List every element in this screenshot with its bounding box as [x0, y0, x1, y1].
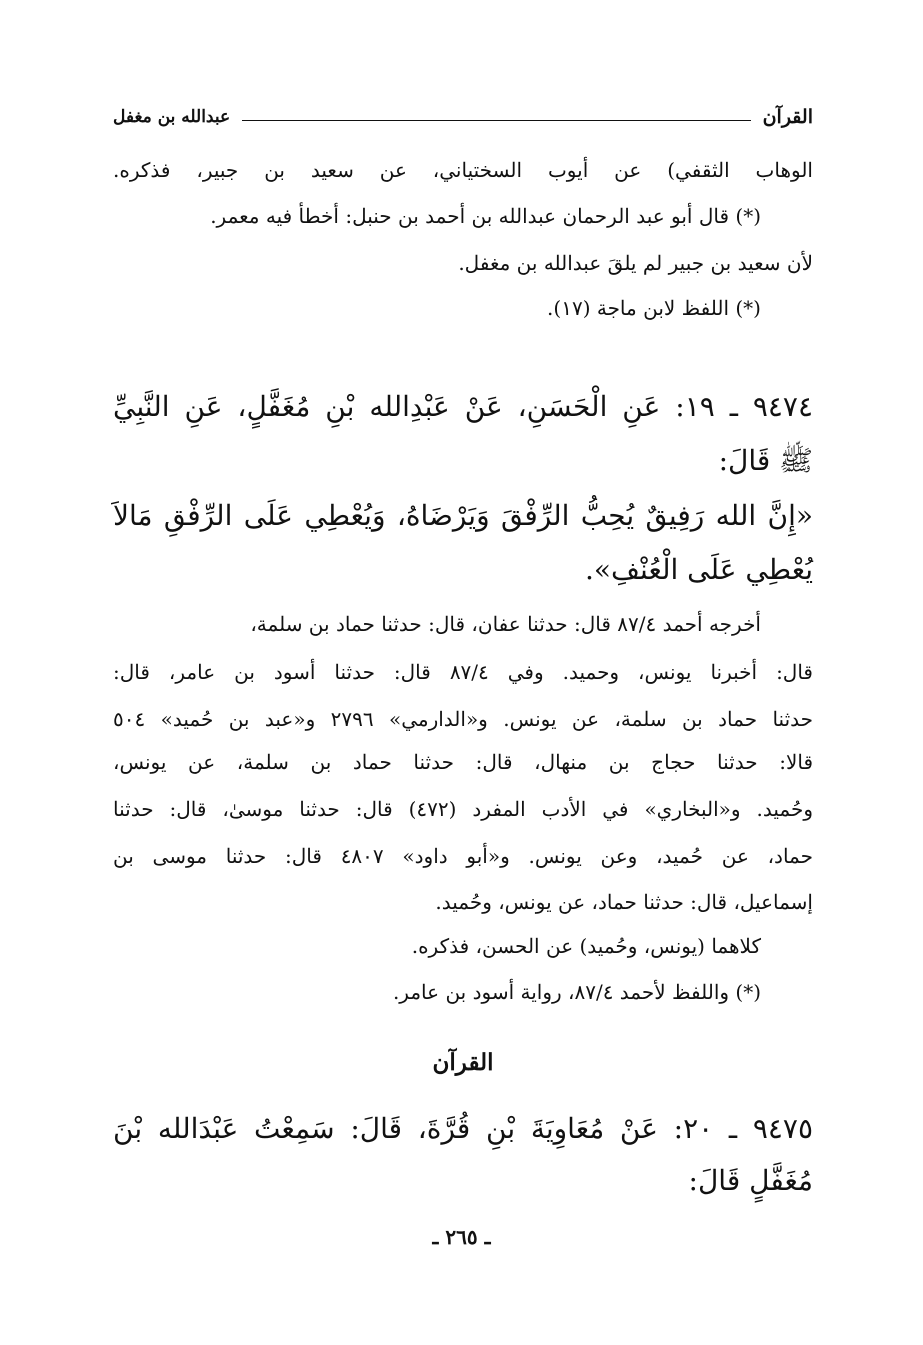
running-header [113, 102, 813, 132]
takhrij-line: أخرجه أحمد ٨٧/٤ قال: حدثنا عفان، قال: حدثنا حماد بن سلمة، [250, 612, 761, 636]
hadith-line: مُغَفَّلٍ قَالَ: [688, 1164, 813, 1197]
header-chapter-title: القرآن [762, 106, 813, 128]
page-number: ـ ٢٦٥ ـ [432, 1225, 491, 1249]
header-companion-name: عبدالله بن مغفل [113, 107, 231, 127]
takhrij-line: حماد، عن حُميد، وعن يونس. و«أبو داود» ٤٨٠٧ قال: حدثنا موسى بن [113, 844, 813, 868]
hadith-matn-line: يُعْطِي عَلَى الْعُنْفِ». [584, 553, 813, 586]
takhrij-line: حدثنا حماد بن سلمة، عن يونس. و«الدارمي» ٢٧٩٦ و«عبد بن حُميد» ٥٠٤ [113, 707, 813, 731]
header-rule [242, 120, 750, 121]
hadith-line: ٩٤٧٤ ـ ١٩: عَنِ الْحَسَنِ، عَنْ عَبْدِالله بْنِ مُغَفَّلٍ، عَنِ النَّبِيِّ [113, 390, 813, 423]
text-line: (*) قال أبو عبد الرحمان عبدالله بن أحمد بن حنبل: أخطأ فيه معمر. [210, 204, 761, 228]
text-line: لأن سعيد بن جبير لم يلقَ عبدالله بن مغفل. [458, 251, 813, 275]
hadith-line: ﷺ قَالَ: [718, 444, 813, 477]
hadith-line: ٩٤٧٥ ـ ٢٠: عَنْ مُعَاوِيَةَ بْنِ قُرَّةَ، قَالَ: سَمِعْتُ عَبْدَالله بْنَ [113, 1112, 813, 1145]
takhrij-line: قال: أخبرنا يونس، وحميد. وفي ٨٧/٤ قال: حدثنا أسود بن عامر، قال: [113, 660, 813, 684]
note-line: (*) واللفظ لأحمد ٨٧/٤، رواية أسود بن عامر. [392, 980, 761, 1004]
note-line: (*) اللفظ لابن ماجة (١٧). [547, 296, 761, 320]
takhrij-line: قالا: حدثنا حجاج بن منهال، قال: حدثنا حماد بن سلمة، عن يونس، [113, 750, 813, 774]
hadith-matn-line: «إِنَّ الله رَفِيقٌ يُحِبُّ الرِّفْقَ وَيَرْضَاهُ، وَيُعْطِي عَلَى الرِّفْقِ مَالاَ [113, 499, 813, 532]
takhrij-line: إسماعيل، قال: حدثنا حماد، عن يونس، وحُميد. [435, 890, 813, 914]
text-line: الوهاب الثقفي) عن أيوب السختياني، عن سعيد بن جبير، فذكره. [113, 158, 813, 182]
takhrij-line: كلاهما (يونس، وحُميد) عن الحسن، فذكره. [411, 934, 761, 958]
section-heading: القرآن [432, 1049, 494, 1076]
takhrij-line: وحُميد. و«البخاري» في الأدب المفرد (٤٧٢) قال: حدثنا موسىٰ، قال: حدثنا [113, 797, 813, 821]
